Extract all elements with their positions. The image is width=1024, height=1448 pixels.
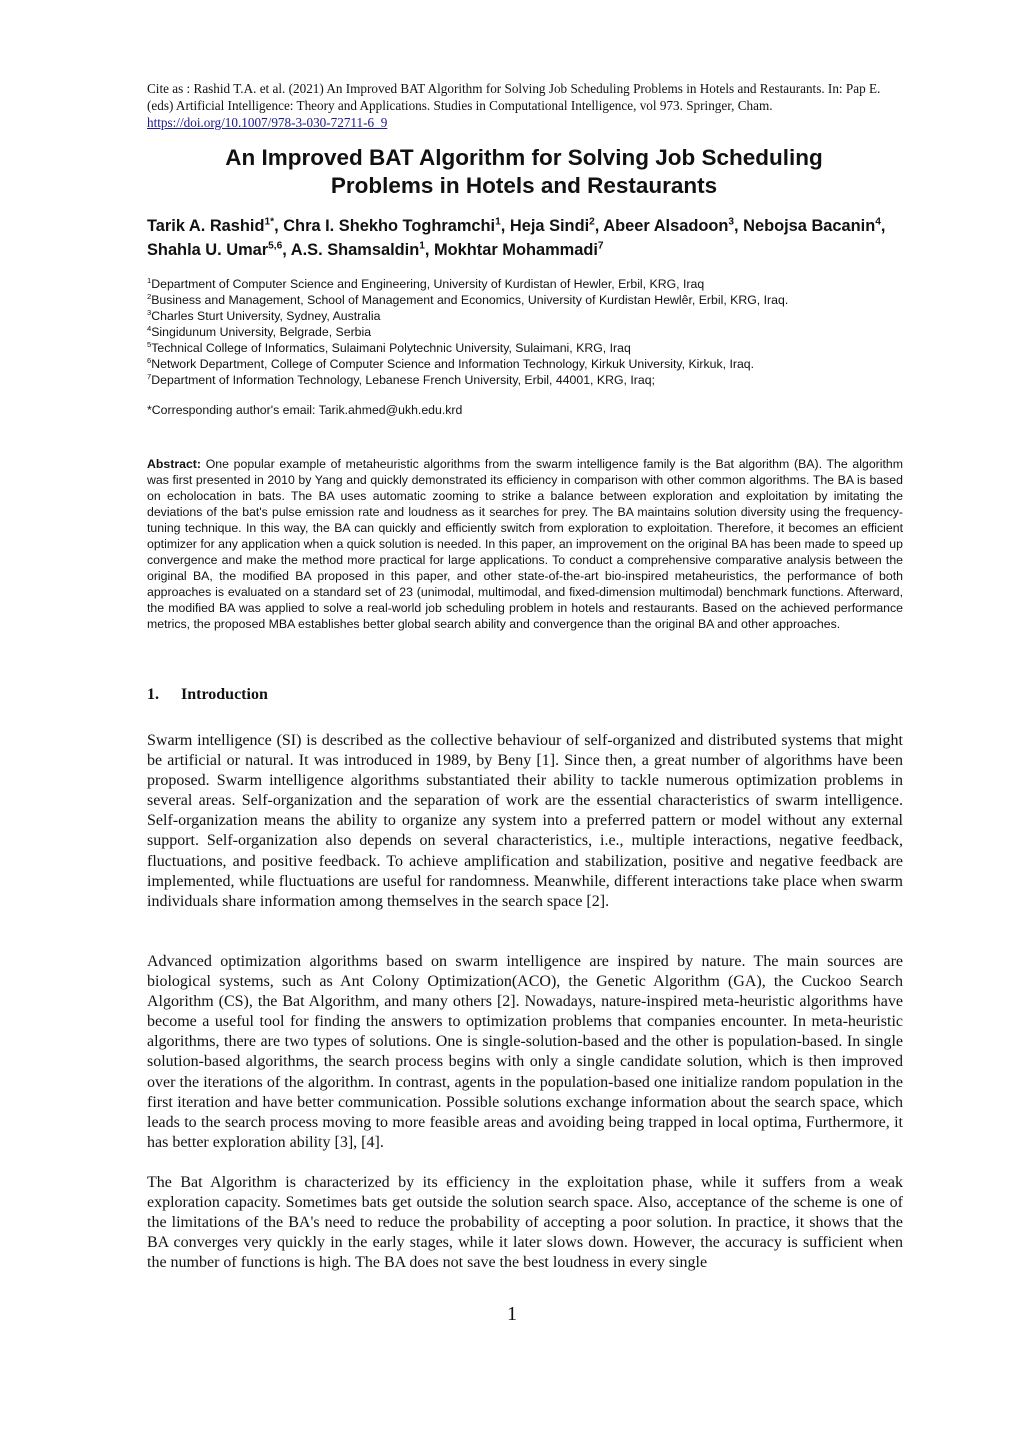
page-number: 1 xyxy=(507,1303,517,1325)
author-sep: , xyxy=(500,217,510,235)
author xyxy=(147,217,283,235)
affiliation-sup: 2 xyxy=(147,291,152,301)
abstract-text: One popular example of metaheuristic algorithms from the swarm intelligence family is the Bat algorithm (BA). The algorithm was first presented in 2010 by Yang and quickly demonstrated its efficiency in comparison with other common algorithms. The BA is based on echolocation in bats. The BA uses automatic zooming to strike a balance between exploration and exploitation by imitating the deviations of the bat's pulse emission rate and loudness as it searches for prey. The BA maintains solution diversity using the frequency-tuning technique. In this way, the BA can quickly and efficiently switch from exploration to exploitation. Therefore, it becomes an efficient optimizer for any application when a quick solution is needed. In this paper, an improvement on the original BA has been made to speed up convergence and make the method more practical for large applications. To conduct a comprehensive comparative analysis between the original BA, the modified BA proposed in this paper, and other state-of-the-art bio-inspired metaheuristics, the performance of both approaches is evaluated on a standard set of 23 (unimodal, multimodal, and fixed-dimension multimodal) benchmark functions. Afterward, the modified BA was applied to solve a real-world job scheduling problem in hotels and restaurants. Based on the achieved performance metrics, the proposed MBA establishes better global search ability and convergence than the original BA and other approaches. xyxy=(147,457,903,631)
author-sup: 2 xyxy=(589,216,595,228)
affiliation-text: Department of Computer Science and Engineering, University of Kurdistan of Hewler, Erbil, KRG, Iraq xyxy=(151,277,705,291)
title-line: An Improved BAT Algorithm for Solving Job Scheduling xyxy=(225,145,823,170)
author xyxy=(510,217,603,235)
author xyxy=(147,241,291,259)
author-name: Chra I. Shekho Toghramchi xyxy=(283,217,496,235)
affiliation xyxy=(147,372,917,388)
affiliation-text: Singidunum University, Belgrade, Serbia xyxy=(151,325,372,339)
citation-text: Cite as : Rashid T.A. et al. (2021) An Improved BAT Algorithm for Solving Job Scheduling Problems in Hotels and Restaurants. In: Pap E. (eds) Artificial Intelligence: Theory and Applications. Studies in Computational Intelligence, vol 973. Springer, Cham. xyxy=(147,81,881,113)
author xyxy=(291,241,434,259)
affiliation-sup: 4 xyxy=(147,323,152,333)
affiliation-sup: 6 xyxy=(147,355,152,365)
author xyxy=(283,217,510,235)
affiliation-sup: 5 xyxy=(147,339,152,349)
author-name: Tarik A. Rashid xyxy=(147,217,265,235)
author-list xyxy=(147,214,907,262)
author-name: Mokhtar Mohammadi xyxy=(433,241,598,259)
abstract-label: Abstract: xyxy=(147,457,201,471)
author-name: Shahla U. Umar xyxy=(147,241,269,259)
author-sup: 3 xyxy=(728,216,735,228)
author-sup: 4 xyxy=(875,216,881,228)
affiliation xyxy=(147,292,917,308)
affiliation-sup: 1 xyxy=(147,275,152,285)
affiliation xyxy=(147,324,917,340)
author-name: Abeer Alsadoon xyxy=(603,217,729,235)
affiliation-text: Business and Management, School of Management and Economics, University of Kurdistan Hewlêr, Erbil, KRG, Iraq. xyxy=(151,293,789,307)
author-sep: , xyxy=(274,217,284,235)
affiliation-text: Department of Information Technology, Lebanese French University, Erbil, 44001, KRG, Iraq; xyxy=(151,373,655,387)
author-sup: 1 xyxy=(419,240,425,252)
author xyxy=(434,241,604,259)
section-heading xyxy=(147,686,268,704)
affiliation xyxy=(147,276,917,292)
author-sep: , xyxy=(282,241,291,259)
section-title: Introduction xyxy=(181,686,268,703)
author-name: Heja Sindi xyxy=(509,217,590,235)
author xyxy=(603,217,743,235)
body-paragraph: Advanced optimization algorithms based on swarm intelligence are inspired by nature. The main sources are biological systems, such as Ant Colony Optimization(ACO), the Genetic Algorithm (GA), the Cuckoo Search Algorithm (CS), the Bat Algorithm, and many others [2]. Nowadays, nature-inspired meta-heuristic algorithms have become a useful tool for finding the answers to optimization problems that companies encounter. In meta-heuristic algorithms, there are two types of solutions. One is single-solution-based and the other is population-based. In single solution-based algorithms, the search process begins with only a single candidate solution, which is then improved over the iterations of the algorithm. In contrast, agents in the population-based one initialize random population in the first iteration and have better communication. Possible solutions exchange information about the search space, which leads to the search process moving to more feasible areas and avoiding being trapped in local optima, Furthermore, it has better exploration ability [3], [4]. xyxy=(147,953,903,1151)
affiliation-text: Technical College of Informatics, Sulaimani Polytechnic University, Sulaimani, KRG, Iraq xyxy=(151,341,631,355)
corresponding-email: *Corresponding author's email: Tarik.ahmed@ukh.edu.krd xyxy=(147,403,463,417)
title-line: Problems in Hotels and Restaurants xyxy=(330,173,718,198)
abstract xyxy=(147,456,903,632)
paper-title xyxy=(120,144,928,200)
author-sep: , xyxy=(424,241,434,259)
author-sup: 1 xyxy=(495,216,501,228)
body-paragraph: Swarm intelligence (SI) is described as the collective behaviour of self-organized and distributed systems that might be artificial or natural. It was introduced in 1989, by Beny [1]. Since then, a great number of algorithms have been proposed. Swarm intelligence algorithms substantiated their ability to tackle numerous optimization problems in several areas. Self-organization and the separation of work are the essential characteristics of swarm intelligence. Self-organization means the ability to organize any system into a preferred pattern or model without any external support. Self-organization also depends on several characteristics, i.e., multiple interactions, negative feedback, fluctuations, and positive feedback. To achieve amplification and stabilization, positive and negative feedback are implemented, while fluctuations are useful for randomness. Meanwhile, different interactions take place when swarm individuals share information among themselves in the search space [2]. xyxy=(147,732,903,910)
author xyxy=(743,217,885,235)
affiliation-text: Network Department, College of Computer Science and Information Technology, Kirkuk University, Kirkuk, Iraq. xyxy=(151,357,755,371)
author-name: A.S. Shamsaldin xyxy=(290,241,420,259)
author-sup: 7 xyxy=(597,240,604,252)
author-sup: 1* xyxy=(264,216,275,228)
affiliation-list xyxy=(147,276,917,388)
doi-link[interactable]: https://doi.org/10.1007/978-3-030-72711-6_9 xyxy=(147,115,388,130)
author-sup: 5,6 xyxy=(268,240,283,252)
author-sep: , xyxy=(594,217,604,235)
author-sep: , xyxy=(734,217,744,235)
affiliation xyxy=(147,356,917,372)
body-paragraph: The Bat Algorithm is characterized by its efficiency in the exploitation phase, while it suffers from a weak exploration capacity. Sometimes bats get outside the solution search space. Also, acceptance of the scheme is one of the limitations of the BA's need to reduce the probability of accepting a poor solution. In practice, it shows that the BA converges very quickly in the early stages, while it later slows down. However, the accuracy is sufficient when the number of functions is high. The BA does not save the best loudness in every single xyxy=(147,1174,903,1272)
citation-note xyxy=(147,80,907,131)
affiliation-sup: 7 xyxy=(147,371,152,381)
author-sep: , xyxy=(880,217,886,235)
affiliation-sup: 3 xyxy=(147,307,152,317)
section-number: 1. xyxy=(147,686,159,703)
affiliation xyxy=(147,308,917,324)
affiliation xyxy=(147,340,917,356)
author-name: Nebojsa Bacanin xyxy=(743,217,876,235)
affiliation-text: Charles Sturt University, Sydney, Australia xyxy=(151,309,381,323)
